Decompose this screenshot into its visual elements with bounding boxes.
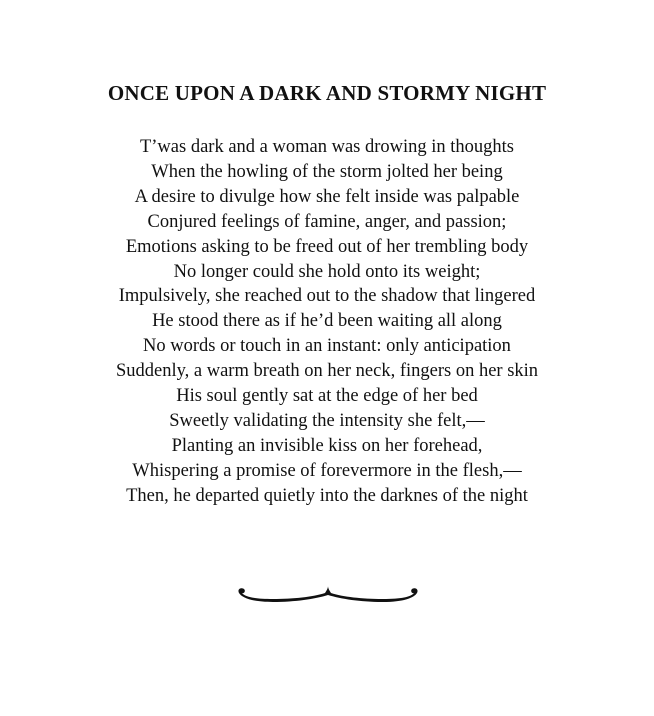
poem-title: ONCE UPON A DARK AND STORMY NIGHT	[107, 81, 547, 105]
poem-line: No longer could she hold onto its weight;	[173, 261, 481, 282]
poem-line: No words or touch in an instant: only anticipation	[143, 336, 511, 357]
poem-line: Impulsively, she reached out to the shadow that lingered	[118, 286, 536, 307]
poem-line: Sweetly validating the intensity she felt,—	[169, 410, 485, 431]
poem-line: Planting an invisible kiss on her forehead,	[171, 435, 483, 456]
poem-line: Emotions asking to be freed out of her trembling body	[125, 236, 529, 257]
poem-line: Whispering a promise of forevermore in the flesh,—	[132, 460, 522, 481]
poem-line: He stood there as if he’d been waiting all along	[152, 311, 502, 332]
poem-body	[0, 135, 654, 509]
poem-line: Then, he departed quietly into the darknes of the night	[126, 485, 528, 506]
poem-line: T’was dark and a woman was drowing in thoughts	[139, 137, 515, 157]
poem-line: A desire to divulge how she felt inside was palpable	[134, 186, 520, 207]
poem-line: Suddenly, a warm breath on her neck, fingers on her skin	[115, 361, 539, 382]
swash-divider-icon	[233, 580, 423, 606]
poem-line: Conjured feelings of famine, anger, and passion;	[147, 211, 507, 232]
poem-line: When the howling of the storm jolted her being	[151, 161, 503, 182]
poem-line: His soul gently sat at the edge of her bed	[176, 386, 478, 407]
